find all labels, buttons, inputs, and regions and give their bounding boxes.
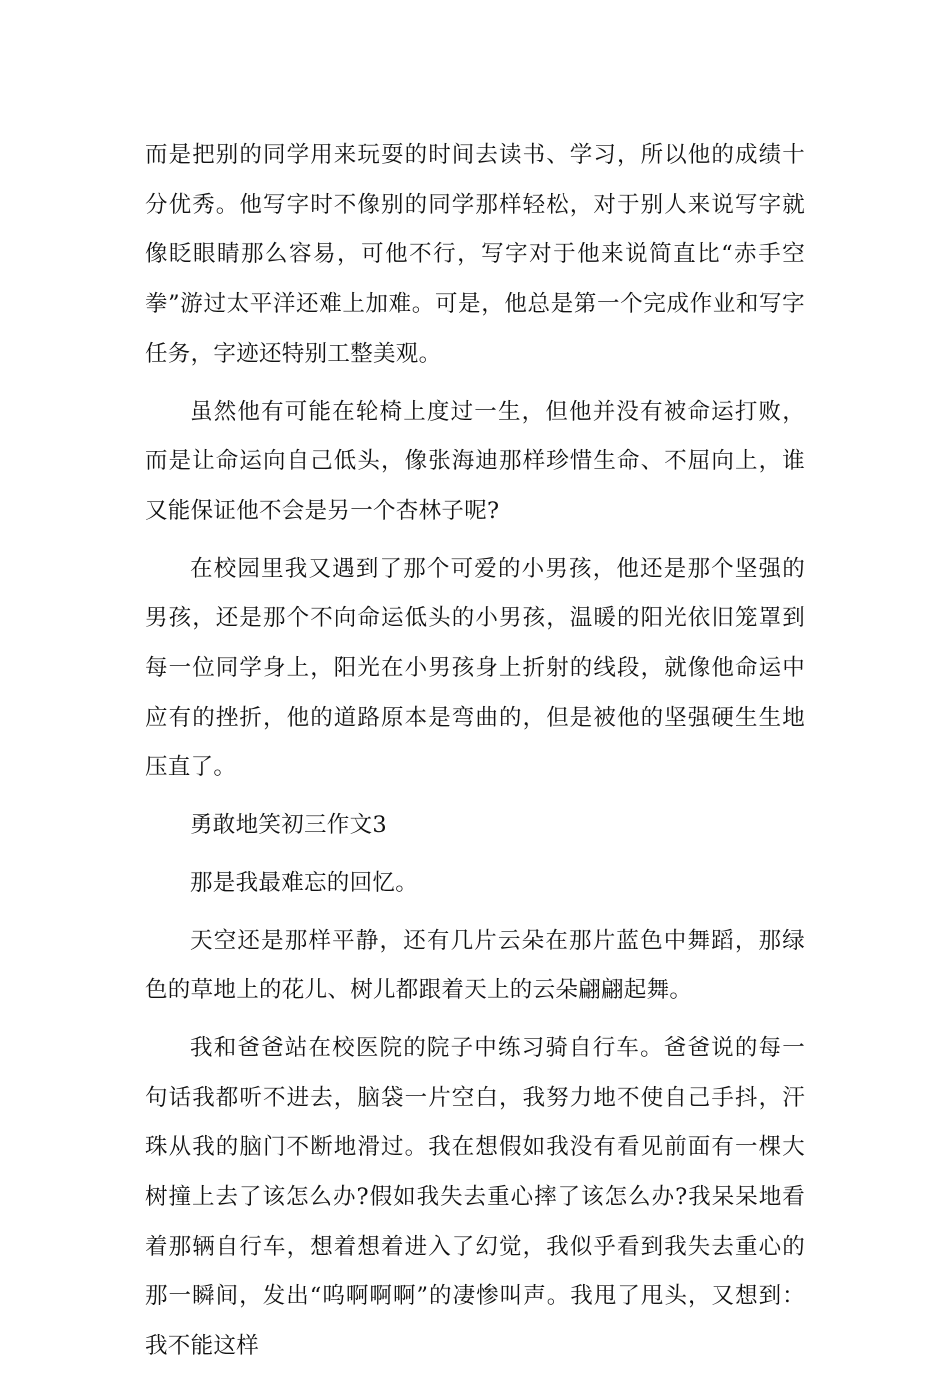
paragraph-5: 那是我最难忘的回忆。 bbox=[190, 869, 419, 896]
paragraph-1: 而是把别的同学用来玩耍的时间去读书、学习，所以他的成绩十分优秀。他写字时不像别的同学那样轻松，对于别人来说写字就像眨眼睛那么容易，可他不行，写字对于他来说简直比“赤手空拳”游过太平洋还难上加难。可是，他总是第一个完成作业和写字任务，字迹还特别工整美观。 bbox=[145, 142, 805, 367]
document-body bbox=[145, 131, 805, 1380]
paragraph-3: 在校园里我又遇到了那个可爱的小男孩，他还是那个坚强的男孩，还是那个不向命运低头的小男孩，温暖的阳光依旧笼罩到每一位同学身上，阳光在小男孩身上折射的线段，就像他命运中应有的挫折，他的道路原本是弯曲的，但是被他的坚强硬生生地压直了。 bbox=[145, 555, 805, 781]
section-heading: 勇敢地笑初三作文3 bbox=[190, 812, 388, 839]
paragraph-7: 我和爸爸站在校医院的院子中练习骑自行车。爸爸说的每一句话我都听不进去，脑袋一片空白，我努力地不使自己手抖，汗珠从我的脑门不断地滑过。我在想假如我没有看见前面有一棵大树撞上去了该怎么办?假如我失去重心摔了该怎么办?我呆呆地看着那辆自行车，想着想着进入了幻觉，我似乎看到我失去重心的那一瞬间，发出“呜啊啊啊”的凄惨叫声。我甩了甩头，又想到：我不能这样 bbox=[145, 1034, 805, 1360]
paragraph-6: 天空还是那样平静，还有几片云朵在那片蓝色中舞蹈，那绿色的草地上的花儿、树儿都跟着天上的云朵翩翩起舞。 bbox=[145, 927, 805, 1004]
paragraph-2: 虽然他有可能在轮椅上度过一生，但他并没有被命运打败，而是让命运向自己低头，像张海迪那样珍惜生命、不屈向上，谁又能保证他不会是另一个杏林子呢? bbox=[145, 398, 805, 524]
